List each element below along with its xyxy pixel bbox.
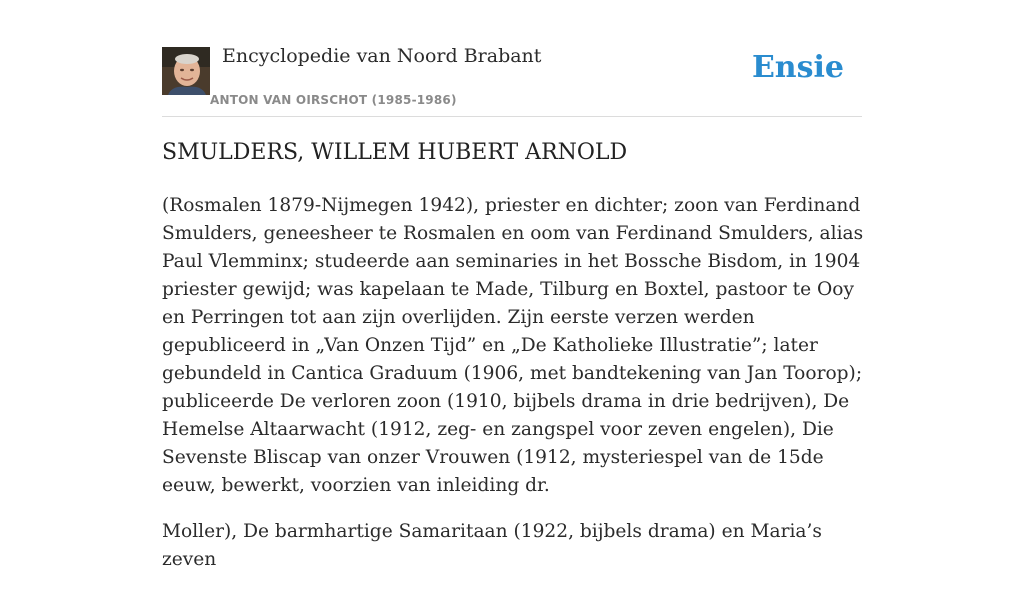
author-avatar[interactable] [162, 47, 210, 95]
entry-title: SMULDERS, WILLEM HUBERT ARNOLD [162, 140, 628, 165]
entry-paragraph: (Rosmalen 1879-Nijmegen 1942), priester en dichter; zoon van Ferdinand Smulders, geneesheer te Rosmalen en oom van Ferdinand Smulders, alias Paul Vlemminx; studeerde aan seminaries in het Bossche Bisdom, in 1904 priester gewijd; was kapelaan te Made, Tilburg en Boxtel, pastoor te Ooy en Perringen tot aan zijn overlijden. Zijn eerste verzen werden gepubliceerd in „Van Onzen Tijd” en „De Katholieke Illustratie”; later gebundeld in Cantica Graduum (1906, met bandtekening van Jan Toorop); publiceerde De verloren zoon (1910, bijbels drama in drie bedrijven), De Hemelse Altaarwacht (1912, zeg- en zangspel voor zeven engelen), Die Sevenste Bliscap van onzer Vrouwen (1912, mysteriespel van de 15de eeuw, bewerkt, voorzien van inleiding dr. [162, 195, 864, 496]
entry-paragraph: Moller), De barmhartige Samaritaan (1922, bijbels drama) en Maria’s zeven [162, 521, 822, 570]
header [162, 0, 862, 117]
author-portrait-icon [162, 47, 210, 95]
ensie-logo[interactable]: Ensie [751, 50, 844, 85]
entry-body [162, 192, 866, 592]
author-label[interactable]: ANTON VAN OIRSCHOT (1985-1986) [210, 93, 457, 107]
book-title[interactable]: Encyclopedie van Noord Brabant [222, 45, 542, 67]
